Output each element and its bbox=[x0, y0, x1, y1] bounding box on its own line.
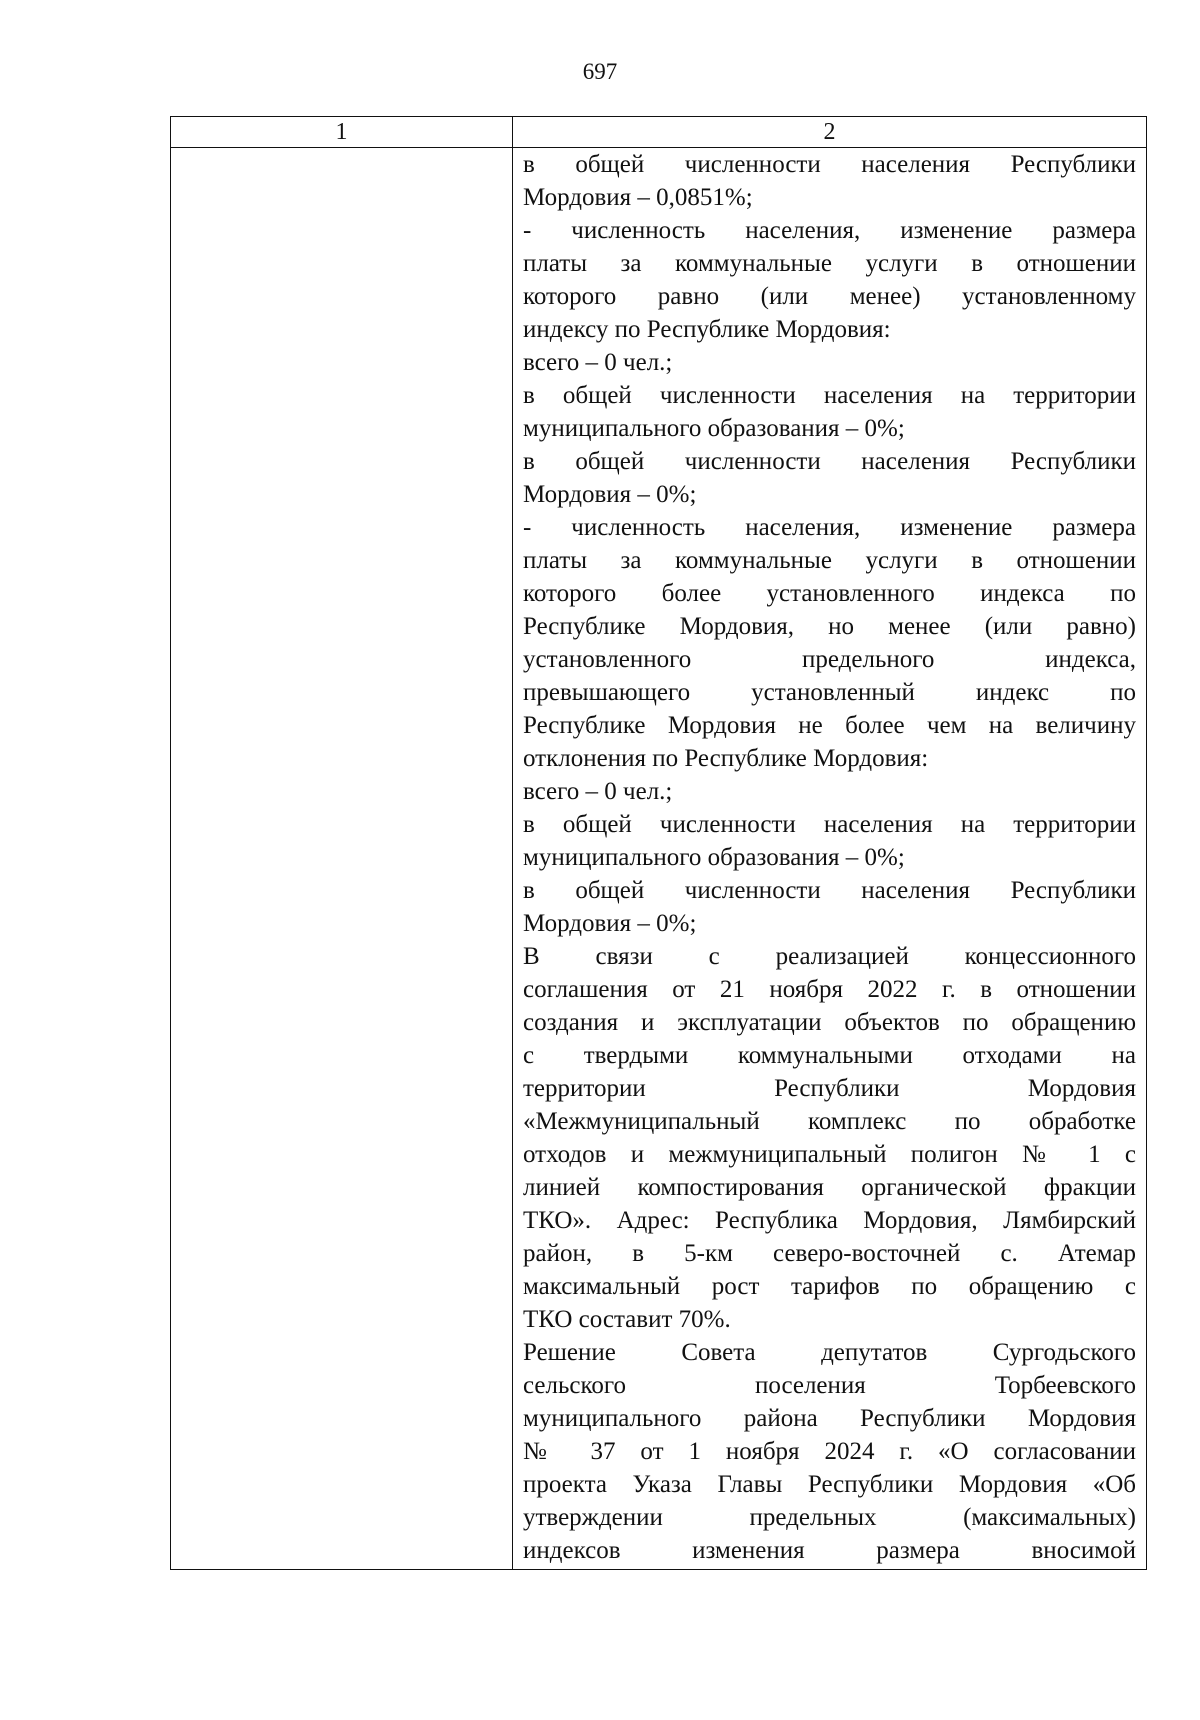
text-line: которого равно (или менее) установленному bbox=[523, 283, 1136, 310]
text-line: отклонения по Республике Мордовия: bbox=[523, 745, 929, 772]
table-header-row bbox=[171, 117, 1147, 148]
text-line: ТКО». Адрес: Республика Мордовия, Лямбирский bbox=[523, 1207, 1136, 1234]
text-line: ТКО составит 70%. bbox=[523, 1306, 731, 1333]
text-line: Решение Совета депутатов Сургодьского bbox=[523, 1339, 1136, 1366]
text-line: В связи с реализацией концессионного bbox=[523, 943, 1136, 970]
text-line: с твердыми коммунальными отходами на bbox=[523, 1042, 1136, 1069]
column-1-cell bbox=[171, 148, 513, 1570]
text-line: всего – 0 чел.; bbox=[523, 778, 673, 805]
text-line: в общей численности населения Республики bbox=[523, 151, 1136, 178]
table-body-row bbox=[171, 148, 1147, 1570]
text-line: муниципального образования – 0%; bbox=[523, 844, 905, 871]
text-line: индексов изменения размера вносимой bbox=[523, 1537, 1136, 1564]
document-table bbox=[170, 116, 1147, 1570]
column-2-cell bbox=[513, 148, 1147, 1570]
text-line: Мордовия – 0,0851%; bbox=[523, 184, 753, 211]
text-line: в общей численности населения на территории bbox=[523, 382, 1136, 409]
text-line: территории Республики Мордовия bbox=[523, 1075, 1136, 1102]
text-line: № 37 от 1 ноября 2024 г. «О согласовании bbox=[523, 1438, 1136, 1465]
text-line: отходов и межмуниципальный полигон № 1 с bbox=[523, 1141, 1136, 1168]
text-line: всего – 0 чел.; bbox=[523, 349, 673, 376]
text-line: максимальный рост тарифов по обращению с bbox=[523, 1273, 1136, 1300]
text-line: Мордовия – 0%; bbox=[523, 481, 697, 508]
text-line: превышающего установленный индекс по bbox=[523, 679, 1136, 706]
text-line: утверждении предельных (максимальных) bbox=[523, 1504, 1136, 1531]
text-line: платы за коммунальные услуги в отношении bbox=[523, 547, 1136, 574]
text-line: в общей численности населения Республики bbox=[523, 877, 1136, 904]
text-line: «Межмуниципальный комплекс по обработке bbox=[523, 1108, 1136, 1135]
text-line: соглашения от 21 ноября 2022 г. в отношении bbox=[523, 976, 1136, 1003]
text-line: установленного предельного индекса, bbox=[523, 646, 1136, 673]
page-number: 697 bbox=[582, 59, 618, 84]
text-line: индексу по Республике Мордовия: bbox=[523, 316, 891, 343]
text-line: муниципального образования – 0%; bbox=[523, 415, 905, 442]
text-line: Республике Мордовия, но менее (или равно) bbox=[523, 613, 1136, 640]
text-line: проекта Указа Главы Республики Мордовия «Об bbox=[523, 1471, 1136, 1498]
text-line: создания и эксплуатации объектов по обращению bbox=[523, 1009, 1136, 1036]
text-line: - численность населения, изменение размера bbox=[523, 217, 1136, 244]
text-line: - численность населения, изменение размера bbox=[523, 514, 1136, 541]
text-line: линией компостирования органической фракции bbox=[523, 1174, 1136, 1201]
text-line: в общей численности населения Республики bbox=[523, 448, 1136, 475]
text-line: сельского поселения Торбеевского bbox=[523, 1372, 1136, 1399]
text-line: в общей численности населения на территории bbox=[523, 811, 1136, 838]
column-2-header: 2 bbox=[513, 117, 1147, 148]
text-line: платы за коммунальные услуги в отношении bbox=[523, 250, 1136, 277]
column-2-text bbox=[513, 148, 1146, 1567]
text-line: Мордовия – 0%; bbox=[523, 910, 697, 937]
column-1-header: 1 bbox=[171, 117, 513, 148]
text-line: которого более установленного индекса по bbox=[523, 580, 1136, 607]
text-line: район, в 5-км северо-восточней с. Атемар bbox=[523, 1240, 1136, 1267]
text-line: Республике Мордовия не более чем на величину bbox=[523, 712, 1136, 739]
text-line: муниципального района Республики Мордовия bbox=[523, 1405, 1136, 1432]
